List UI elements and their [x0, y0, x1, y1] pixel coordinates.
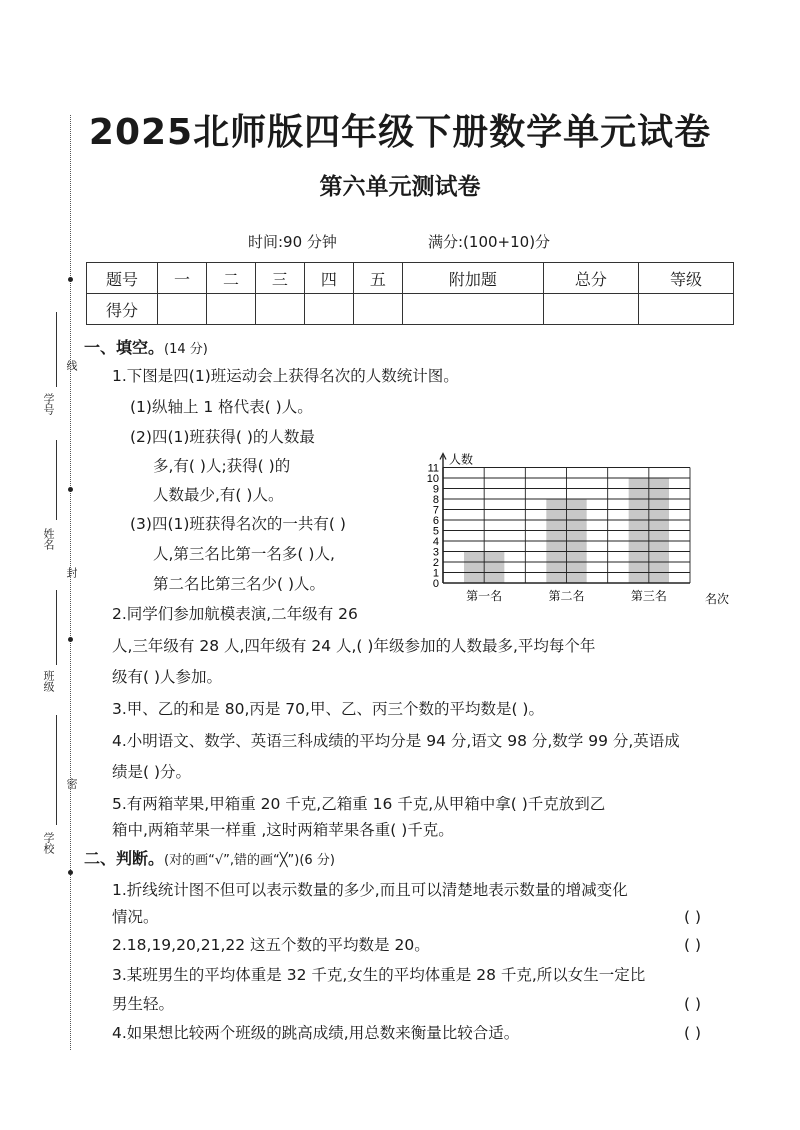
y-tick-label: 4 — [432, 536, 439, 548]
judge-q2-answer[interactable]: ( ) — [684, 936, 702, 954]
y-tick-label: 2 — [432, 557, 439, 569]
binding-blank-student-no — [56, 312, 57, 387]
judge-q3-line1: 3.某班男生的平均体重是 32 千克,女生的平均体重是 28 千克,所以女生一定比 — [112, 966, 646, 984]
judge-q3-line2: 男生轻。 — [112, 995, 175, 1013]
binding-blank-school — [56, 715, 57, 825]
judge-q1-line1: 1.折线统计图不但可以表示数量的多少,而且可以清楚地表示数量的增减变化 — [112, 881, 628, 899]
judge-q1-answer[interactable]: ( ) — [684, 908, 702, 926]
judge-q4-answer[interactable]: ( ) — [684, 1024, 702, 1042]
score-cell[interactable] — [353, 294, 402, 325]
binding-dotted-line — [70, 115, 71, 1050]
x-tick-label: 第一名 — [466, 589, 503, 603]
score-table-header-cell: 五 — [353, 263, 402, 294]
binding-dot — [68, 277, 73, 282]
judge-q4: 4.如果想比较两个班级的跳高成绩,用总数来衡量比较合适。 — [112, 1024, 520, 1042]
q3: 3.甲、乙的和是 80,丙是 70,甲、乙、丙三个数的平均数是( )。 — [112, 700, 544, 718]
y-tick-label: 1 — [432, 567, 439, 580]
score-table-header-cell: 等级 — [638, 263, 733, 294]
binding-label-class: 班级 — [42, 670, 55, 692]
binding-label-student-no: 学号 — [42, 393, 55, 415]
q1-part3-line3: 第二名比第三名少( )人。 — [153, 575, 326, 593]
binding-blank-class — [56, 590, 57, 665]
section1-title: 一、填空。 — [84, 338, 165, 357]
judge-q1-line2: 情况。 — [112, 908, 159, 926]
section1-heading — [84, 338, 208, 360]
score-cell[interactable] — [638, 294, 733, 325]
x-tick-label: 第三名 — [630, 589, 667, 603]
page-subtitle: 第六单元测试卷 — [319, 174, 481, 200]
score-cell[interactable] — [255, 294, 304, 325]
y-tick-label: 7 — [432, 504, 439, 517]
q5-line2: 箱中,两箱苹果一样重 ,这时两箱苹果各重( )千克。 — [112, 821, 454, 839]
score-table-header-cell: 附加题 — [402, 263, 543, 294]
section2-title: 二、判断。 — [84, 849, 165, 868]
score-cell[interactable] — [543, 294, 638, 325]
y-tick-label: 6 — [432, 515, 439, 527]
bar-chart — [415, 408, 735, 608]
x-tick-label: 第二名 — [548, 589, 585, 603]
judge-q3-answer[interactable]: ( ) — [684, 995, 702, 1013]
x-axis-label: 名次 — [704, 592, 730, 606]
y-tick-label: 8 — [432, 494, 439, 506]
q1-part2-line3: 人数最少,有( )人。 — [153, 486, 284, 504]
score-table-header-cell: 一 — [158, 263, 207, 294]
binding-dot — [68, 487, 73, 492]
score-table-header-cell: 三 — [255, 263, 304, 294]
score-cell[interactable] — [304, 294, 353, 325]
binding-dot — [68, 637, 73, 642]
score-table — [86, 262, 734, 325]
q5-line1: 5.有两箱苹果,甲箱重 20 千克,乙箱重 16 千克,从甲箱中拿( )千克放到乙 — [112, 795, 606, 813]
q2-line1: 2.同学们参加航模表演,二年级有 26 — [112, 605, 358, 623]
exam-time: 时间:90 分钟 — [248, 233, 337, 251]
q1-part3-line1: (3)四(1)班获得名次的一共有( ) — [130, 515, 346, 533]
score-cell[interactable] — [206, 294, 255, 325]
page-title: 2025北师版四年级下册数学单元试卷 — [88, 112, 712, 153]
q4-line2: 绩是( )分。 — [112, 763, 192, 781]
score-table-header-cell: 题号 — [87, 263, 158, 294]
binding-dot — [68, 870, 73, 875]
y-tick-label: 9 — [432, 483, 439, 496]
y-tick-label: 0 — [432, 578, 439, 590]
score-cell[interactable] — [158, 294, 207, 325]
score-table-header-cell: 总分 — [543, 263, 638, 294]
q1-stem: 1.下图是四(1)班运动会上获得名次的人数统计图。 — [112, 367, 459, 385]
q1-part2-line1: (2)四(1)班获得( )的人数最 — [130, 428, 315, 446]
score-table-score-label: 得分 — [87, 294, 158, 325]
binding-label-school: 学校 — [42, 832, 55, 854]
judge-q2: 2.18,19,20,21,22 这五个数的平均数是 20。 — [112, 936, 430, 954]
binding-label-secret: 密 — [65, 778, 78, 789]
q2-line2: 人,三年级有 28 人,四年级有 24 人,( )年级参加的人数最多,平均每个年 — [112, 637, 596, 655]
binding-label-seal: 封 — [65, 567, 78, 578]
binding-blank-name — [56, 440, 57, 520]
score-table-header-cell: 四 — [304, 263, 353, 294]
section2-instruction: (对的画“√”,错的画“╳”)(6 分) — [164, 853, 335, 868]
y-tick-label: 3 — [432, 546, 439, 559]
q1-part3-line2: 人,第三名比第一名多( )人, — [153, 545, 335, 563]
binding-label-line: 线 — [65, 360, 78, 371]
y-axis-label: 人数 — [449, 452, 474, 467]
q1-part1: (1)纵轴上 1 格代表( )人。 — [130, 398, 313, 416]
q2-line3: 级有( )人参加。 — [112, 668, 223, 686]
y-tick-label: 5 — [432, 525, 439, 538]
section2-heading — [84, 849, 335, 871]
q4-line1: 4.小明语文、数学、英语三科成绩的平均分是 94 分,语文 98 分,数学 99 分,英语成 — [112, 732, 680, 750]
score-table-score-row — [87, 294, 734, 325]
y-tick-label: 11 — [427, 462, 439, 475]
q1-part2-line2: 多,有( )人;获得( )的 — [153, 457, 291, 475]
score-table-header-cell: 二 — [206, 263, 255, 294]
score-table-header-row — [87, 263, 734, 294]
section1-points: (14 分) — [164, 342, 208, 357]
binding-label-name: 姓名 — [42, 528, 55, 550]
score-cell[interactable] — [402, 294, 543, 325]
exam-full-score: 满分:(100+10)分 — [428, 233, 551, 251]
y-tick-label: 10 — [426, 473, 439, 485]
